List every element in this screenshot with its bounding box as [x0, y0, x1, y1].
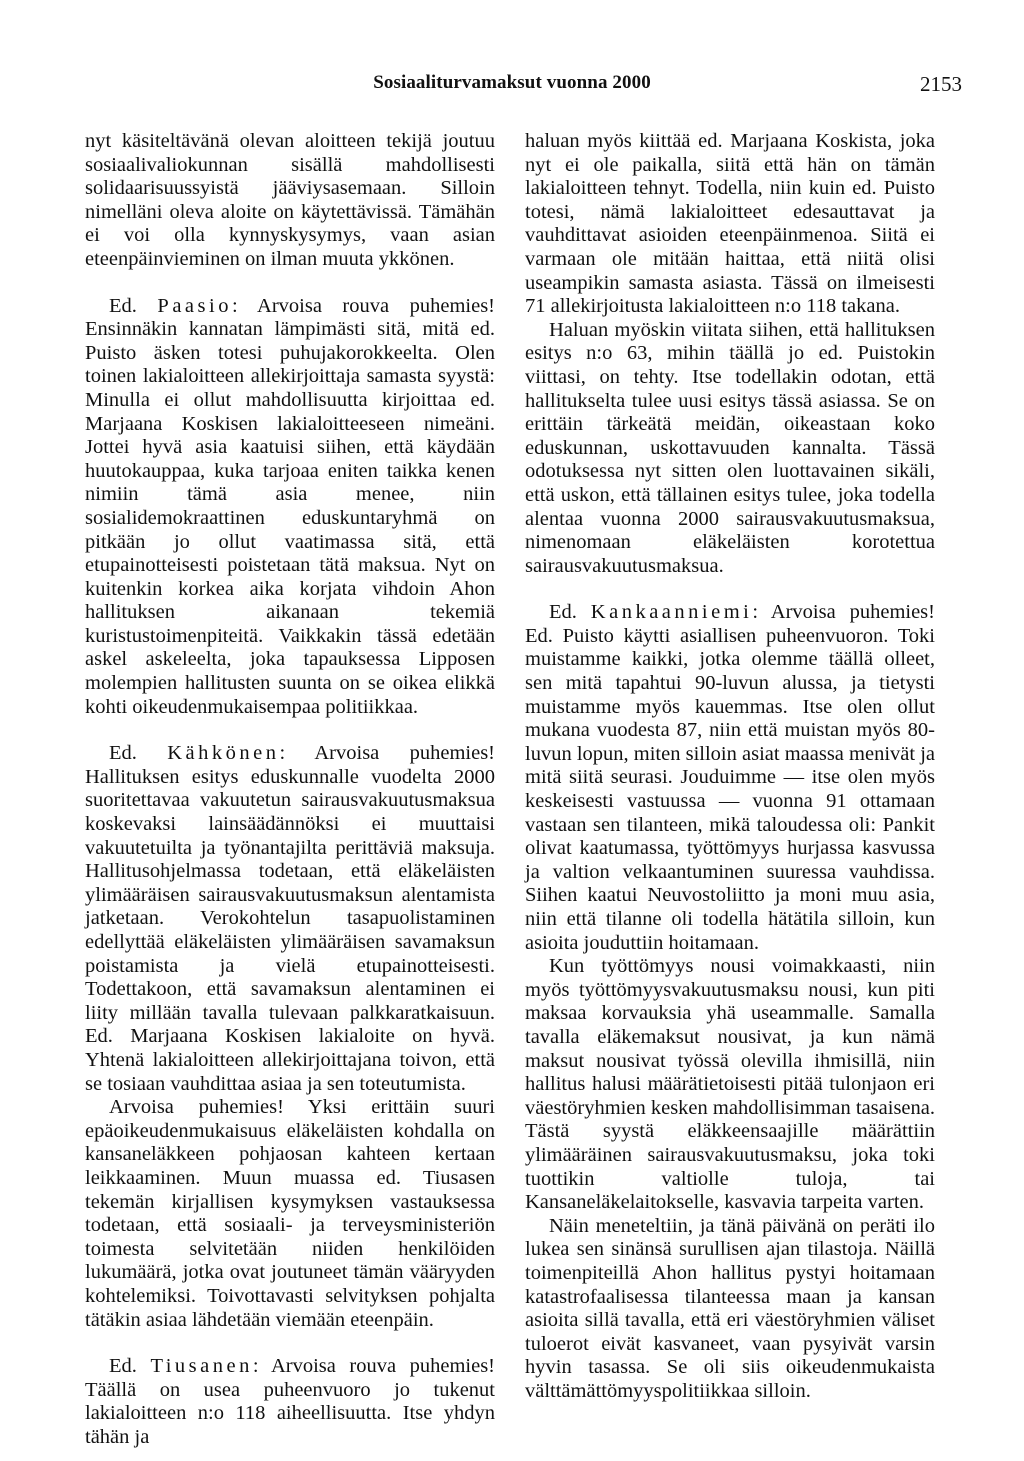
speech-text: : Arvoisa puhemies! Ed. Puisto käytti asiallisen puheenvuoron. Toki muistamme kaikki, jotka olemme täällä olleet, sen mitä tapahtui 90-luvun alussa, ja tietysti muistamme myös kauemmas. Itse olen ollut mukana vuodesta 87, niin että muistan myös 80-luvun lopun, miten silloin asiat maassa menivät ja mitä siitä seurasi. Jouduimme — itse olen myös keskeisesti vastuussa — vuonna 91 ottamaan vastaan sen tilanteen, mikä taloudessa oli: Pankit olivat kaatumassa, työttömyys hurjassa kasvussa ja valtion velkaantuminen suuressa vauhdissa. Siihen kaatui Neuvostoliitto ja moni muu asia, niin että tilanne oli todella hätätila silloin, kun asioita jouduttiin hoitamaan.: [525, 601, 935, 954]
paragraph: nyt käsiteltävänä olevan aloitteen tekijä joutuu sosiaalivaliokunnan sisällä mahdollisesti solidaarisuussyistä jääviysasemaan. Silloin nimelläni oleva aloite on käytettävissä. Tämähän ei voi olla kynnyskysymys, vaan asian eteenpäinvieminen on ilman muuta ykkönen.: [85, 130, 495, 270]
paragraph: Haluan myöskin viitata siihen, että hallituksen esitys n:o 63, mihin täällä jo ed. Puistokin viittasi, on tehty. Itse todellakin odotan, että hallitukselta tulee uusi esitys tässä asiassa. Se on erittäin tärkeätä meidän, oikeastaan koko eduskunnan, uskottavuuden kannalta. Tässä odotuksessa nyt sitten olen luottavainen sikäli, että uskon, että tällainen esitys tulee, joka todella alentaa vuonna 2000 sairausvakuutusmaksua, nimenomaan eläkeläisten korotettua sairausvakuutusmaksua.: [525, 318, 935, 577]
right-column: [525, 130, 935, 1403]
page-number: 2153: [920, 72, 962, 96]
speaker-prefix: Ed.: [109, 742, 137, 765]
speech-text: : Arvoisa rouva puhemies! Täällä on usea puheenvuoro jo tukenut lakialoitteen n:o 118 aiheellisuutta. Itse yhdyn tähän ja: [85, 1355, 495, 1448]
speaker-name: Tiusanen: [150, 1355, 253, 1378]
speaker-name: Kankaanniemi: [590, 601, 753, 624]
speech-kahkonen: [85, 742, 495, 1096]
page-header: [60, 72, 964, 102]
paragraph: haluan myös kiittää ed. Marjaana Koskista, joka nyt ei ole paikalla, siitä että hän on tämän lakialoitteen tehnyt. Todella, niin kuin ed. Puisto totesi, nämä lakialoitteet edesauttavat ja vauhdittavat asioiden eteenpäinmenoa. Siitä ei varmaan ole mitään haittaa, että niitä olisi useampikin samasta asiasta. Tässä on ilmeisesti 71 allekirjoitusta lakialoitteen n:o 118 takana.: [525, 130, 935, 318]
running-title: Sosiaaliturvamaksut vuonna 2000: [373, 72, 651, 93]
left-column: [85, 130, 495, 1449]
speaker-prefix: Ed.: [109, 294, 137, 317]
speaker-name: Paasio: [157, 294, 232, 317]
speech-text: : Arvoisa rouva puhemies! Ensinnäkin kannatan lämpimästi sitä, mitä ed. Puisto äsken totesi puhujakorokkeelta. Olen toinen lakialoitteen allekirjoittaja samasta syystä: Minulla ei ollut mahdollisuutta kirjoittaa ed. Marjaana Koskisen lakialoitteeseen nimeäni. Jottei hyvä asia kaatuisi siihen, että käydään huutokauppaa, kuka tarjoaa eniten taikka kenen nimiin tämä asia menee, niin sosialidemokraattinen eduskuntaryhmä on pitkään jo ollut vaatimassa sitä, että etupainotteisesti poistetaan tätä maksua. Nyt on kuitenkin korkea aika korjata vihdoin Ahon hallituksen aikanaan tekemiä kuristustoimenpiteitä. Vaikkakin tässä edetään askel askeleelta, joka tapauksessa Lipposen molempien hallitusten suunta on se oikea elikkä kohti oikeudenmukaisempaa politiikkaa.: [85, 294, 496, 718]
paragraph: Kun työttömyys nousi voimakkaasti, niin myös työttömyysvakuutusmaksu nousi, kun piti maksaa korvauksia yhä useammalle. Samalla tavalla eläkemaksut nousivat, ja kun nämä maksut nousivat työssä olevilla ihmisillä, niin hallitus halusi määrätietoisesti pitää tulonjaon eri väestöryhmien kesken mahdollisimman tasaisena. Tästä syystä eläkkeensaajille määrättiin ylimääräinen sairausvakuutusmaksu, joka toki tuottikin valtiolle tuloja, tai Kansaneläkelaitokselle, kasvavia tarpeita varten.: [525, 955, 935, 1214]
paragraph: Arvoisa puhemies! Yksi erittäin suuri epäoikeudenmukaisuus eläkeläisten kohdalla on kansaneläkkeen pohjaosan kahteen kertaan leikkaaminen. Muun muassa ed. Tiusasen tekemän kirjallisen kysymyksen vastauksessa todetaan, että sosiaali- ja terveysministeriön toimesta selvitetään niiden henkilöiden lukumäärä, jotka ovat joutuneet tämän vääryyden kohtelemiksi. Toivottavasti selvityksen pohjalta tätäkin asiaa lähdetään viemään eteenpäin.: [85, 1096, 495, 1331]
speaker-name: Kähkönen: [167, 742, 280, 765]
speech-tiusanen: [85, 1355, 495, 1449]
paragraph: Näin meneteltiin, ja tänä päivänä on peräti ilo lukea sen sinänsä surullisen ajan tilastoja. Näillä toimenpiteillä Ahon hallitus pystyi hoitamaan katastrofaalisessa tilanteessa maan ja kansan asioita sillä tavalla, että eri väestöryhmien väliset tuloerot eivät kasvaneet, vaan pysyivät varsin hyvin tasassa. Se oli siis oikeudenmukaista välttämättömyyspolitiikkaa silloin.: [525, 1214, 935, 1402]
speech-text: : Arvoisa puhemies! Hallituksen esitys eduskunnalle vuodelta 2000 suoritettavaa vakuutetun sairausvakuutusmaksua koskevaksi lainsäädännöksi ei muuttaisi vakuutetuilta ja työnantajilta perittäviä maksuja. Hallitusohjelmassa todetaan, että eläkeläisten ylimääräisen sairausvakuutusmaksun alentamista jatketaan. Verokohtelun tasapuolistaminen edellyttää eläkeläisten ylimääräisen savamaksun poistamista ja vielä etupainotteisesti. Todettakoon, että savamaksun alentaminen ei liity millään tavalla tulevaan palkkaratkaisuun. Ed. Marjaana Koskisen lakialoite on hyvä. Yhtenä lakialoitteen allekirjoittajana toivon, että se tosiaan vauhdittaa asiaa ja sen toteutumista.: [85, 742, 495, 1095]
speaker-prefix: Ed.: [109, 1355, 137, 1378]
speech-paasio: [85, 295, 495, 720]
speech-kankaanniemi: [525, 601, 935, 955]
speaker-prefix: Ed.: [549, 601, 577, 624]
